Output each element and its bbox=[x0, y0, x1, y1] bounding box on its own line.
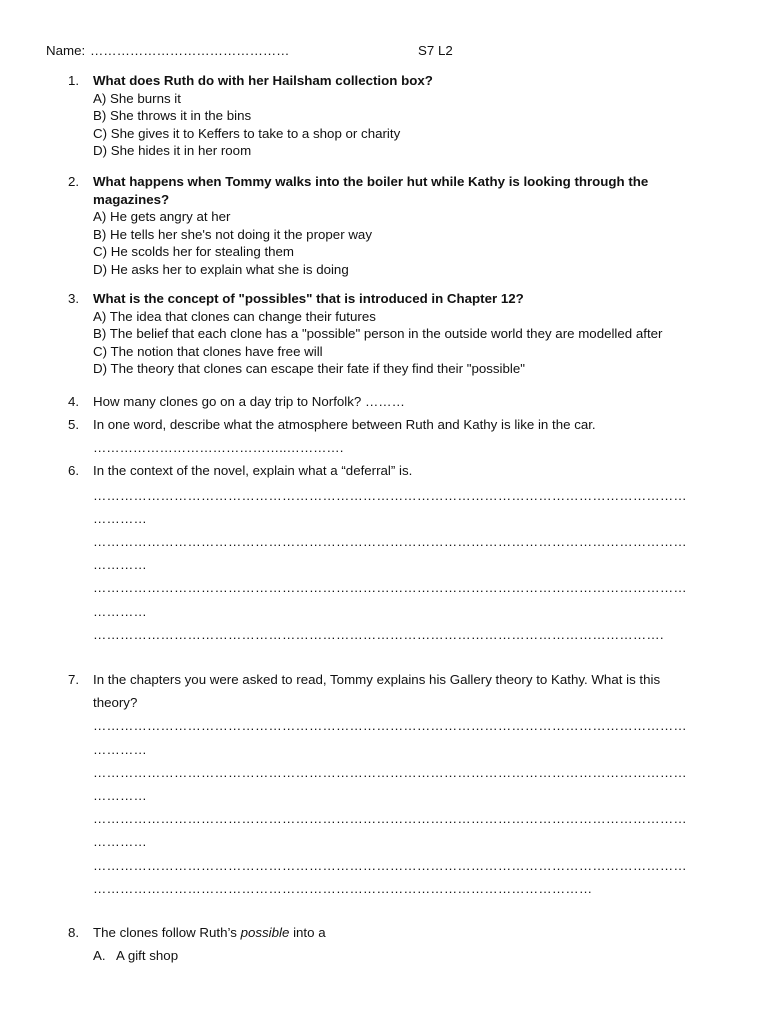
question-text: What is the concept of "possibles" that is introduced in Chapter 12? bbox=[93, 291, 524, 306]
answer-line: …………………………………………………………………………………………………………………… bbox=[93, 487, 687, 503]
answer-line: ………… bbox=[93, 787, 147, 803]
option-d: D) He asks her to explain what she is doing bbox=[93, 261, 349, 277]
answer-line: ………… bbox=[93, 557, 147, 573]
question-number: 7. bbox=[68, 672, 80, 687]
option-d: D) The theory that clones can escape their fate if they find their "possible" bbox=[93, 361, 525, 377]
question-number: 3. bbox=[68, 291, 80, 306]
name-blank: ……………………………………… bbox=[90, 43, 290, 58]
option-letter: A. bbox=[93, 948, 106, 964]
worksheet-header bbox=[46, 43, 726, 61]
answer-line: ………… bbox=[93, 510, 147, 526]
answer-lines bbox=[93, 484, 721, 646]
option-a: A) She burns it bbox=[93, 90, 181, 106]
option-c: C) The notion that clones have free will bbox=[93, 343, 323, 359]
question-text-italic: possible bbox=[240, 925, 290, 940]
option-a: A) He gets angry at her bbox=[93, 209, 231, 225]
class-code: S7 L2 bbox=[418, 43, 453, 58]
answer-line: ………… bbox=[93, 834, 147, 850]
name-label: Name: bbox=[46, 43, 86, 58]
answer-line: …………………………………………………………………………………………………………………… bbox=[93, 533, 687, 549]
question-text bbox=[93, 921, 721, 944]
question-text-line-2: magazines? bbox=[93, 191, 170, 207]
question-text-line-2: theory? bbox=[93, 695, 138, 711]
answer-line: ………… bbox=[93, 603, 147, 619]
question-number: 2. bbox=[68, 174, 80, 189]
question-number: 1. bbox=[68, 73, 80, 88]
question-text-start: The clones follow Ruth’s bbox=[93, 925, 241, 940]
option-b: B) The belief that each clone has a "possible" person in the outside world they are modelled after bbox=[93, 326, 663, 342]
question-text: What does Ruth do with her Hailsham collection box? bbox=[93, 73, 433, 88]
option-c: C) She gives it to Keffers to take to a shop or charity bbox=[93, 125, 401, 141]
option-c: C) He scolds her for stealing them bbox=[93, 244, 295, 260]
answer-line: ………… bbox=[93, 741, 147, 757]
option-a: A) The idea that clones can change their futures bbox=[93, 308, 376, 324]
answer-line: …………………………………………………………………………………………………………………… bbox=[93, 764, 687, 780]
question-number: 5. bbox=[68, 417, 80, 432]
option-text: A gift shop bbox=[116, 948, 179, 964]
answer-line: …………………………………………………………………………………………………………………… bbox=[93, 580, 687, 596]
answer-line: …………………………………………………………………………………………………………………… bbox=[93, 857, 687, 873]
answer-line: ……………………………………..…………. bbox=[93, 439, 344, 455]
question-text: How many clones go on a day trip to Norfolk? ……… bbox=[93, 394, 405, 409]
option-b: B) He tells her she's not doing it the proper way bbox=[93, 226, 372, 242]
answer-lines bbox=[93, 714, 721, 900]
question-number: 4. bbox=[68, 394, 80, 409]
question-number: 6. bbox=[68, 463, 80, 478]
answer-line: …………………………………………………………………………………………………………………… bbox=[93, 718, 687, 734]
answer-line: …………………………………………………………………………………………………………………… bbox=[93, 811, 687, 827]
option-a bbox=[93, 944, 721, 967]
question-text: In one word, describe what the atmosphere between Ruth and Kathy is like in the car. bbox=[93, 417, 596, 432]
answer-line: ………………………………………………………………………………………………… bbox=[93, 880, 593, 896]
question-text-end: into a bbox=[289, 925, 326, 940]
question-text-line-1: In the chapters you were asked to read, Tommy explains his Gallery theory to Kathy. What is this bbox=[93, 672, 661, 687]
question-number: 8. bbox=[68, 925, 80, 940]
answer-line: ………………………………………………………………………………………………………………. bbox=[93, 626, 664, 642]
question-text-line-1: What happens when Tommy walks into the boiler hut while Kathy is looking through the bbox=[93, 174, 649, 189]
option-b: B) She throws it in the bins bbox=[93, 108, 252, 124]
option-d: D) She hides it in her room bbox=[93, 143, 252, 159]
question-text: In the context of the novel, explain what a “deferral” is. bbox=[93, 463, 413, 478]
